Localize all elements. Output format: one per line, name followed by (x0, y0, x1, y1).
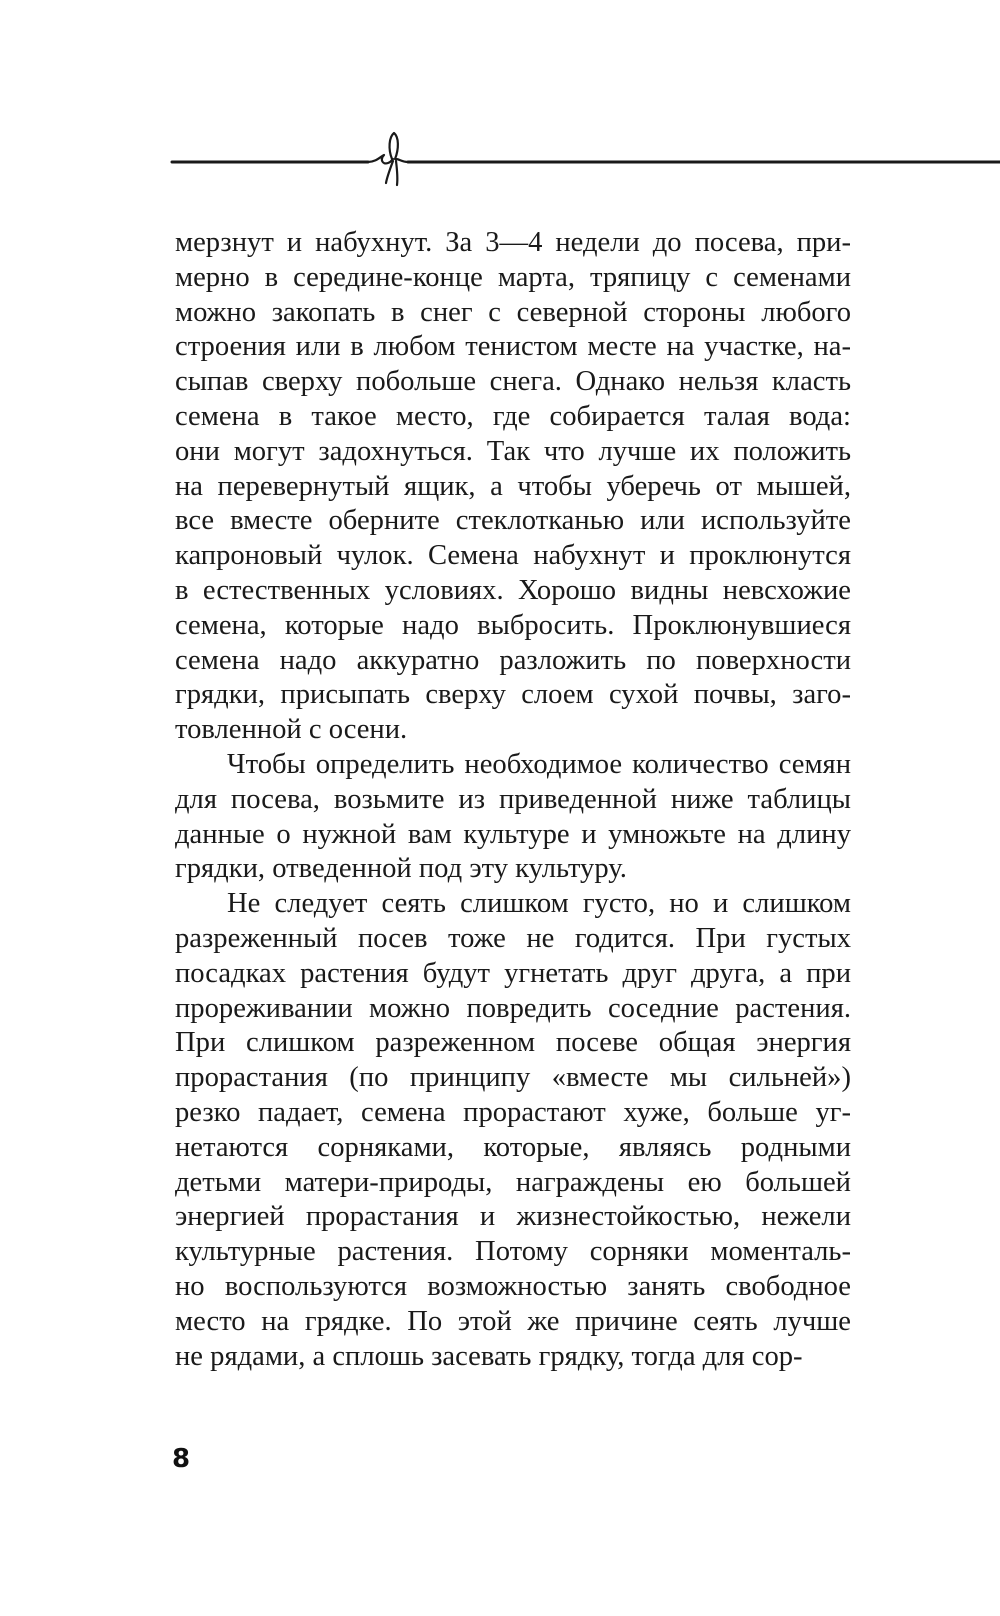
text-line: культурные растения. Потому сорняки моменталь- (175, 1236, 851, 1268)
text-line: можно закопать в снег с северной стороны любого (175, 296, 851, 328)
text-line: резко падает, семена прорастают хуже, больше уг- (175, 1096, 851, 1128)
text-line: грядки, присыпать сверху слоем сухой почвы, заго- (175, 679, 851, 711)
text-line: детьми матери-природы, награждены ею большей (175, 1166, 851, 1198)
text-line: в естественных условиях. Хорошо видны невсхожие (175, 574, 851, 606)
text-line: но воспользуются возможностью занять свободное (175, 1270, 851, 1302)
flourish-icon (368, 133, 408, 185)
text-line: нетаются сорняками, которые, являясь родными (175, 1131, 851, 1163)
text-line: посадках растения будут угнетать друг друга, а при (175, 957, 851, 989)
text-line: не рядами, а сплошь засевать грядку, тогда для сор- (175, 1340, 803, 1372)
text-line: данные о нужной вам культуре и умножьте на длину (175, 818, 851, 850)
text-line: Не следует сеять слишком густо, но и слишком (227, 888, 851, 920)
text-line: для посева, возьмите из приведенной ниже таблицы (175, 783, 851, 815)
text-line: мерно в середине-конце марта, тряпицу с семенами (175, 261, 851, 293)
paragraph (175, 887, 851, 1374)
text-line: все вместе оберните стеклотканью или используйте (175, 505, 851, 537)
text-line: семена надо аккуратно разложить по поверхности (175, 644, 851, 676)
text-line: они могут задохнуться. Так что лучше их положить (175, 435, 851, 467)
text-line: разреженный посев тоже не годится. При густых (175, 922, 851, 954)
text-line: прореживании можно повредить соседние растения. (175, 992, 851, 1024)
text-line: на перевернутый ящик, а чтобы уберечь от мышей, (175, 470, 851, 502)
text-line: капроновый чулок. Семена набухнут и проклюнутся (175, 540, 851, 572)
text-line: Чтобы определить необходимое количество семян (227, 748, 851, 780)
page-number: 8 (172, 1444, 191, 1474)
text-line: место на грядке. По этой же причине сеять лучше (175, 1305, 851, 1337)
text-line: семена в такое место, где собирается талая вода: (175, 400, 851, 432)
text-line: товленной с осени. (175, 714, 408, 746)
text-line: грядки, отведенной под эту культуру. (175, 853, 627, 885)
text-line: семена, которые надо выбросить. Проклюнувшиеся (175, 609, 851, 641)
paragraph (175, 748, 851, 887)
text-line: строения или в любом тенистом месте на участке, на- (175, 331, 851, 363)
paragraph (175, 226, 851, 748)
text-line: При слишком разреженном посеве общая энергия (175, 1027, 851, 1059)
text-line: прорастания (по принципу «вместе мы сильней») (175, 1062, 851, 1094)
header-ornament (0, 125, 1000, 195)
text-line: мерзнут и набухнут. За 3—4 недели до посева, при- (175, 227, 851, 258)
body-text (175, 226, 851, 1374)
text-line: энергией прорастания и жизнестойкостью, нежели (175, 1201, 851, 1233)
text-line: сыпав сверху побольше снега. Однако нельзя класть (175, 366, 851, 398)
